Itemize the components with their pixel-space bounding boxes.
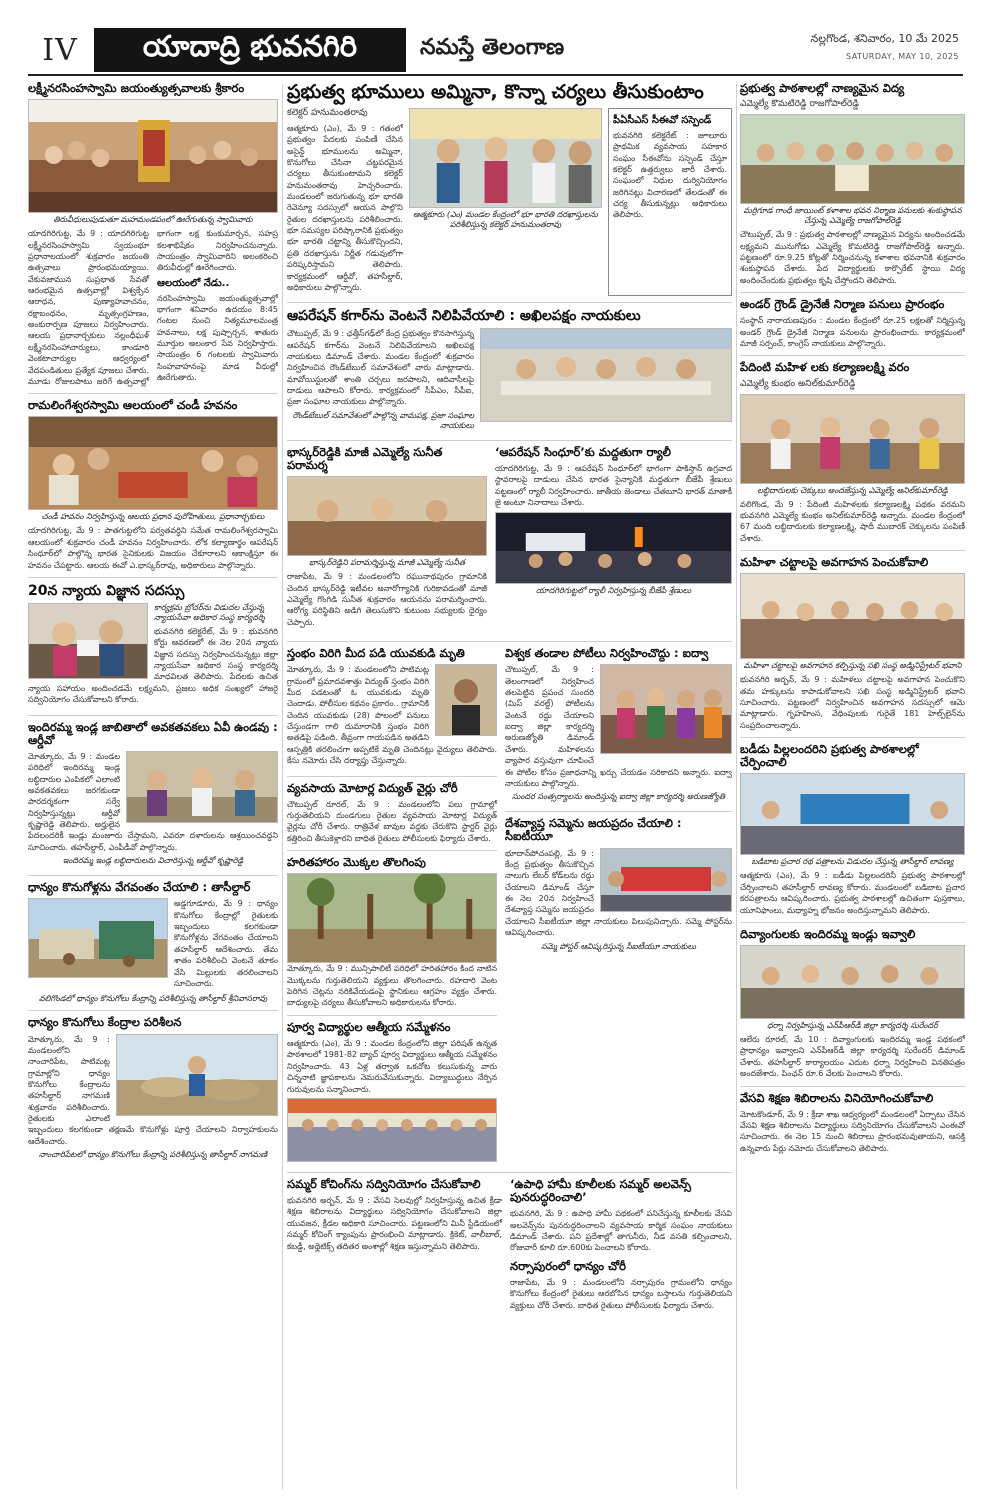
story-body: ఆత్మకూరు (ఎం), మే 9 : మండల కేంద్రంలోని జిల్లా పరిషత్‌ ఉన్నత పాఠశాలలో 1981-82 బ్యాచ్‌ పూర్వ విద్యార్థులు ఆత్మీయ సమ్మేళనం నిర్వహించారు. 43 ఏళ్ల తర్వాత ఒకచోట కలుసుకున్న వారు చిన్ననాటి జ్ఞాపకాలను నెమరువేసుకున్నారు. విద్యాబుద్ధులు నేర్పిన గురువులను సన్మానించారు.	[287, 1039, 497, 1094]
photo-caption: ఇందిరమ్మ ఇండ్ల లబ్ధిదారులను విచారిస్తున్న ఆర్డీవో కృష్ణారెడ్డి	[62, 856, 244, 866]
photo-caption: మహిళా చట్టాలపై అవగాహన కల్పిస్తున్న సఖి సంస్థ అడ్మినిస్ట్రేటర్‌ భవాని	[743, 661, 962, 671]
story-wire-theft	[287, 782, 497, 845]
divider	[28, 393, 278, 394]
story-body: నరసింహస్వామి జయంత్యుత్సవాల్లో భాగంగా శనివారం ఉదయం 8:45 గంటల నుంచి నిత్యమూలమంత్ర హవనాలు, లక్ష పుష్పార్చన, శాతురు మూర్తుల అలంకార సేవ నిర్వహిస్తారు. సాయంత్రం 6 గంటలకు స్వామివారు సింహవాహనంపై మాడ వీధుల్లో ఊరేగుతారు.	[157, 293, 278, 383]
headline: ఇందిరమ్మ ఇండ్ల జాబితాలో అవకతవకలు ఏవీ ఉండవు : ఆర్డీవో	[28, 719, 278, 747]
headline: సమ్మర్‌ కోచింగ్‌ను సద్వినియోగం చేసుకోవాలి	[287, 1176, 481, 1191]
divider	[28, 875, 278, 876]
story-grain-center-inspection	[28, 1016, 278, 1160]
divider	[287, 641, 732, 642]
headline: వేసవి శిక్షణ శిబిరాలను వినియోగించుకోవాలి	[740, 1090, 934, 1105]
byline: ఎమ్మెల్యే కొమటిరెడ్డి రాజగోపాల్‌రెడ్డి	[740, 99, 859, 110]
story-chandi-havanam	[28, 399, 278, 571]
story-body: మోత్కూరు, మే 9 : మండలంలోని పాటిమట్ల గ్రామంలో ప్రమాదవశాత్తు విద్యుత్‌ స్తంభం విరిగి మీద పడటంతో ఓ యువకుడు మృతి చెందాడు. పోలీసుల కథనం ప్రకారం.. గ్రామానికి చెందిన యువకుడు (28) పొలంలో పనులు చేస్తుండగా గాలి దుమారానికి స్తంభం విరిగి అతడిపై పడింది. తీవ్రంగా గాయపడిన అతడిని ఆస్పత్రికి తరలించగా అప్పటికే మృతి చెందినట్లు వైద్యులు తెలిపారు. కేసు నమోదు చేసి దర్యాప్తు చేస్తున్నారు.	[287, 665, 497, 766]
divider	[28, 715, 278, 716]
photo-foundation-stone	[740, 114, 965, 204]
box-headline: పీఏసీఎస్‌ సీఈవో సస్పెండ్‌	[613, 114, 712, 126]
story-body: చౌటుప్పల్‌, మే 9 : ప్రభుత్వ పాఠశాలల్లో నాణ్యమైన విద్యను అందించడమే లక్ష్యమని మునుగోడు ఎమ్మెల్యే కొమటిరెడ్డి రాజగోపాల్‌రెడ్డి అన్నారు. పట్టణంలో రూ.9.25 కోట్లతో నిర్మించనున్న కళాశాల భవనానికి శుక్రవారం శంకుస్థాపన చేశారు. పేద విద్యార్థులకు కార్పొరేట్‌ స్థాయి విద్య అందించేందుకు ప్రభుత్వం కృషి చేస్తోందని తెలిపారు.	[740, 230, 965, 285]
headline: అండర్‌ గ్రౌండ్‌ డ్రైనేజీ నిర్మాణ పనులు ప్రారంభం	[740, 297, 945, 312]
box-pacs-suspension	[608, 108, 732, 296]
headline: భాస్కర్‌రెడ్డికి మాజీ ఎమ్మెల్యే సునీత పరామర్శ	[287, 444, 443, 473]
divider	[740, 922, 965, 923]
photo-caption: కార్యక్రమ బ్రోచర్‌ను విడుదల చేస్తున్న న్యాయసేవా అధికార సంస్థ కార్యదర్శి	[154, 603, 265, 622]
right-column	[740, 82, 965, 1492]
photo-dharna	[740, 945, 965, 1019]
photo-caption: చండీ హవనం నిర్వహిస్తున్న ఆలయ ప్రధాన పురోహితులు, ప్రధానార్చకులు	[41, 512, 265, 522]
story-pole-accident	[287, 647, 497, 769]
headline: మహిళా చట్టాలపై అవగాహన పెంచుకోవాలి	[740, 554, 929, 569]
headline: 20న న్యాయ విజ్ఞాన సదస్సు	[28, 582, 185, 599]
story-summer-camps	[740, 1092, 965, 1155]
headline: పేదింటి మహిళ లకు కల్యాణలక్ష్మి వరం	[740, 360, 910, 375]
story-bhaskar-reddy-visit	[287, 446, 487, 631]
story-body: భువనగిరి కలెక్టరేట్‌, మే 9 : భువనగిరి కోర్టు ఆవరణలో ఈ నెల 20న న్యాయ విజ్ఞాన సదస్సు నిర్వహించనున్నట్లు జిల్లా న్యాయసేవా అధికార సంస్థ కార్యదర్శి మాధవిలత తెలిపారు. పేదలకు ఉచిత న్యాయ సహాయం అందించడమే లక్ష్యమని, ప్రజలు అధిక సంఖ్యలో హాజరై సద్వినియోగం చేసుకోవాలని కోరారు.	[28, 627, 278, 705]
divider	[28, 577, 278, 578]
headline: ప్రభుత్వ పాఠశాలల్లో నాణ్యమైన విద్య	[740, 82, 905, 95]
photo-caption: యాదగిరిగుట్టలో ర్యాలీ నిర్వహిస్తున్న బీజేపీ శ్రేణులు	[535, 585, 692, 595]
story-body: చౌటుప్పల్‌, మే 9 : తెలంగాణలో నిర్వహించ తలపెట్టిన ప్రపంచ సుందరి (మిస్‌ వరల్డ్‌) పోటీలను వెంటనే రద్దు చేయాలని ఐద్వా జిల్లా కార్యదర్శి అరుణజ్యోతి డిమాండ్‌ చేశారు. మహిళలను వ్యాపార వస్తువుగా చూపించే ఈ పోటీల కోసం ప్రజాధనాన్ని ఖర్చు చేయడం సరికాదని అన్నారు. ఐద్వా నాయకులు పాల్గొన్నారు.	[505, 665, 732, 788]
newspaper-name: నమస్తే తెలంగాణ	[420, 34, 565, 60]
photo-rally	[495, 512, 732, 584]
lead-headline: ప్రభుత్వ భూములు అమ్మినా, కొన్నా చర్యలు తీసుకుంటాం	[287, 82, 704, 103]
headline: వ్యవసాయ మోటార్ల విద్యుత్‌ వైర్లు చోరీ	[287, 780, 458, 795]
left-column	[28, 82, 278, 1492]
story-body: సంస్థాన్‌ నారాయణపురం : మండల కేంద్రంలో రూ.25 లక్షలతో నిర్మిస్తున్న అండర్‌ గ్రౌండ్‌ డ్రైనేజీ నిర్మాణ పనులను ప్రారంభించారు. కార్యక్రమంలో మాజీ సర్పంచ్‌, కాంగ్రెస్‌ నాయకులు పాల్గొన్నారు.	[740, 316, 965, 348]
story-body: యాదగిరిగుట్ట, మే 9 : యాదగిరిగుట్ట లక్ష్మీనరసింహస్వామి స్వయంభూ ప్రధానాలయంలో శుక్రవారం జయంతి ఉత్సవాలు ప్రారంభమయ్యాయి. వేకువజామున సుప్రభాత సేవతో ఆరంభమైన ఉత్సవాల్లో విశ్వక్సేన ఆరాధన, పుణ్యాహవాచనం, రక్షాబంధనం, మృత్సంగ్రహణం, అంకురార్పణ పూజలు నిర్వహించారు. ఆలయ ప్రధానార్చకులు నల్లంధీఘళ్‌ లక్ష్మీనరసింహాచార్యులు, కాండూరి వెంకటాచార్యుల ఆధ్వర్యంలో వేదపండితులు ప్రత్యేక పూజలు చేశారు. మూడు రోజులపాటు జరిగే ఉత్సవాల్లో భాగంగా లక్ష కుంకుమార్చన, సహస్ర కలశాభిషేకం నిర్వహించనున్నారు. సాయంత్రం స్వామివారిని అలంకరించి తిరువీధుల్లో ఊరేగించారు.	[28, 229, 278, 386]
district-title: యాదాద్రి భువనగిరి	[94, 28, 406, 72]
story-school-enrolment	[740, 743, 965, 916]
photo-caption: సమ్మె పోస్టర్‌ ఆవిష్కరిస్తున్న సీఐటీయూ నాయకులు	[541, 941, 696, 951]
photo-victim	[435, 664, 497, 736]
story-alumni-meet	[287, 1021, 497, 1162]
photo-caption: రౌండ్‌టేబుల్‌ సమావేశంలో పాల్గొన్న వామపక్ష, ప్రజా సంఘాల నాయకులు	[292, 410, 474, 430]
divider	[287, 776, 497, 777]
story-sindoor-rally	[495, 446, 732, 631]
story-govt-lands	[287, 82, 732, 296]
divider	[740, 550, 965, 551]
divider	[287, 1015, 497, 1016]
story-body: యాదగిరిగుట్ట, మే 9 : పాతగుట్టలోని పర్వతవర్ధిని సమేత రామలింగేశ్వరస్వామి ఆలయంలో శుక్రవారం చండీ హవనం నిర్వహించారు. లోక కల్యాణార్థం ఆపరేషన్‌ సింధూర్‌లో పాల్గొన్న భారత సైనికులకు విజయం చేకూరాలని ఆకాంక్షిస్తూ ఈ హవనం చేపట్టారు. ఆలయ ఈవో ఎ.భాస్కర్‌రావు, అధికారులు పాల్గొన్నారు.	[28, 526, 278, 570]
story-body: రాజాపేట, మే 9 : మండలంలోని రఘునాథపురం గ్రామానికి చెందిన భాస్కర్‌రెడ్డి ఇటీవల అనారోగ్యానికి గురికావడంతో మాజీ ఎమ్మెల్యే గొంగిడి సునీత శుక్రవారం ఆయనను పరామర్శించారు. ఆరోగ్య పరిస్థితిని అడిగి తెలుసుకొని కుటుంబ సభ్యులకు ధైర్యం చెప్పారు.	[287, 572, 487, 627]
masthead	[28, 28, 963, 72]
headline: హరితహారం మొక్కల తొలగింపు	[287, 855, 426, 870]
story-body: యాదగిరిగుట్ట, మే 9 : ఆపరేషన్‌ సింధూర్‌లో భాగంగా పాకిస్తాన్‌ ఉగ్రవాద స్థావరాలపై దాడులు చేసిన భారత సైన్యానికి మద్దతుగా బీజేపీ శ్రేణులు పట్టణంలో ర్యాలీ నిర్వహించారు. జాతీయ జెండాలు చేతబూని భారత్‌ మాతాకీ జై అంటూ నినాదాలు చేశారు.	[495, 464, 732, 508]
photo-caption: నాంచారిపేటలో ధాన్యం కొనుగోలు కేంద్రాన్ని పరిశీలిస్తున్న తాసీల్దార్‌ నాగమణి	[38, 1150, 268, 1160]
divider	[287, 302, 732, 303]
headline: ఆపరేషన్‌ కగార్‌ను వెంటనే నిలిపివేయాలి : అఖిలపక్షం నాయకులు	[287, 308, 641, 325]
headline: ధాన్యం కొనుగోళ్లను వేగవంతం చేయాలి : తాసీల్దార్‌	[28, 880, 251, 895]
story-strike-call	[505, 817, 732, 954]
middle-column	[287, 82, 732, 1492]
photo-caption: మర్రిగూడ గాంధీ జాయింట్‌ కళాశాల భవన నిర్మాణ పనులకు శంకుస్థాపన చేస్తున్న ఎమ్మెల్యే రాజగోపాల్‌రెడ్డి	[743, 206, 962, 226]
story-operation-kagar	[287, 308, 732, 434]
photo-mla-visit	[287, 476, 487, 556]
photo-brochure-release	[28, 603, 148, 679]
headline: ‘ఆపరేషన్‌ సింధూర్‌’కు మద్దతుగా ర్యాలీ	[495, 444, 671, 459]
story-body: ఆత్మకూరు (ఎం), మే 9 : బడీడు పిల్లలందరినీ ప్రభుత్వ పాఠశాలల్లో చేర్పించాలని తహసీల్దార్‌ లావణ్య కోరారు. మండలంలో బడిబాట ప్రచార కరపత్రాలను ఆవిష్కరించారు. ప్రభుత్వ పాఠశాలల్లో ఉచితంగా పుస్తకాలు, యూనిఫాంలు, మధ్యాహ్న భోజనం అందిస్తున్నామని తెలిపారు.	[740, 871, 965, 915]
story-body: ఆలేరు రూరల్‌, మే 10 : దివ్యాంగులకు ఇందిరమ్మ ఇండ్ల పథకంలో ప్రాధాన్యం ఇవ్వాలని ఎన్‌పీఆర్‌డీ జిల్లా కార్యదర్శి సురేందర్‌ డిమాండ్‌ చేశారు. తహసీల్దార్‌ కార్యాలయం ఎదుట ధర్నా నిర్వహించి వినతిపత్రం అందజేశారు. పింఛన్‌ రూ.6 వేలకు పెంచాలని కోరారు.	[740, 1035, 965, 1079]
story-body: చౌటుప్పల్‌ రూరల్‌, మే 9 : మండలంలోని పలు గ్రామాల్లో గుర్తుతెలియని దుండగులు రైతుల వ్యవసాయ మోటార్ల విద్యుత్‌ వైర్లను చోరీ చేశారు. రాత్రివేళ బావుల వద్దకు చేరుకొని స్టార్టర్‌ వైర్లు కత్తిరించి తీసుకెళ్లారని బాధిత రైతులు పోలీసులకు ఫిర్యాదు చేశారు.	[287, 799, 497, 843]
photo-collector-review	[409, 108, 602, 208]
story-body: అడ్డగూడూరు, మే 9 : ధాన్యం కొనుగోలు కేంద్రాల్లో రైతులకు ఇబ్బందులు కలగకుండా కొనుగోళ్లను వేగవంతం చేయాలని తహసీల్దార్‌ ఆదేశించారు. తేమ శాతం పరిశీలించి వెంటనే తూకం వేసి మిల్లులకు తరలించాలని సూచించారు.	[174, 899, 278, 988]
photo-alumni-group	[287, 1098, 497, 1162]
photo-caption: భాస్కర్‌రెడ్డిని పరామర్శిస్తున్న మాజీ ఎమ్మెల్యే సునీత	[308, 558, 465, 568]
photo-badibata-release	[740, 773, 965, 855]
headline: విశ్వక తండాల పోటీలు నిర్వహించొద్దు : ఐద్వా	[505, 646, 709, 661]
headline: ‘ఉపాధి హామీ కూలీలకు సమ్మర్‌ అలవెన్స్‌ పునరుద్ధరించాలి’	[510, 1176, 692, 1205]
story-body: మోటకొండూర్‌, మే 9 : క్రీడా శాఖ ఆధ్వర్యంలో మండలంలో ఏర్పాటు చేసిన వేసవి శిక్షణ శిబిరాలను విద్యార్థులు సద్వినియోగం చేసుకోవాలని ఎంఈవో సూచించారు. ఈ నెల 15 నుంచి శిబిరాలు ప్రారంభమవుతాయని, ఆసక్తి ఉన్నవారు పేర్లు నమోదు చేసుకోవాలని తెలిపారు.	[740, 1109, 965, 1153]
story-plant-removal	[287, 856, 497, 1009]
photo-round-table	[480, 328, 732, 422]
story-body: వలిగొండ, మే 9 : పేదింటి మహిళలకు కల్యాణలక్ష్మి పథకం వరమని భువనగిరి ఎమ్మెల్యే కుంభం అనిల్‌కుమార్‌రెడ్డి అన్నారు. మండల కేంద్రంలో 67 మంది లబ్ధిదారులకు కల్యాణలక్ష్మి, షాదీ ముబారక్‌ చెక్కులను పంపిణీ చేశారు.	[740, 499, 965, 543]
divider	[287, 850, 497, 851]
byline: కలెక్టర్‌ హనుమంతరావు	[287, 107, 368, 118]
box-body: భువనగిరి కలెక్టరేట్‌ : జూలూరు ప్రాథమిక వ్యవసాయ సహకార సంఘం సీఈవోను సస్పెండ్‌ చేస్తూ కలెక్టర్‌ ఉత్తర్వులు జారీ చేశారు. సంఘంలో నిధుల దుర్వినియోగం జరిగినట్లు విచారణలో తేలడంతో ఈ చర్య తీసుకున్నట్లు అధికారులు తెలిపారు.	[613, 130, 727, 220]
column-divider	[736, 84, 737, 1489]
story-legal-awareness	[28, 583, 278, 709]
story-disabled-houses	[740, 928, 965, 1080]
divider	[287, 440, 732, 441]
photo-poster-release	[600, 848, 732, 912]
story-body: చౌటుప్పల్‌, మే 9 : ఛత్తీస్‌గఢ్‌లో కేంద్ర ప్రభుత్వం కొనసాగిస్తున్న ఆపరేషన్‌ కగార్‌ను వెంటనే నిలిపివేయాలని అఖిలపక్ష నాయకులు డిమాండ్‌ చేశారు. మండల కేంద్రంలో శుక్రవారం నిర్వహించిన రౌండ్‌టేబుల్‌ సమావేశంలో వారు మాట్లాడారు. మావోయిస్టులతో శాంతి చర్చలు జరపాలని, ఆదివాసీలపై దాడులు ఆపాలని కోరారు. కార్యక్రమంలో సీపీఎం, సీపీఐ, ప్రజా సంఘాల నాయకులు పాల్గొన్నారు.	[287, 329, 475, 407]
photo-cheque-distribution	[740, 394, 965, 484]
photo-caption: సుందర సంత్సర్యాలను అందిస్తున్న ఐద్వా జిల్లా కార్యదర్శి అరుణజ్యోతి	[512, 792, 725, 802]
subheading: ఆలయంలో నేడు..	[157, 277, 230, 289]
dateline	[811, 32, 959, 61]
headline: ధాన్యం కొనుగోలు కేంద్రాల పరిశీలన	[28, 1015, 182, 1030]
story-kalyana-lakshmi	[740, 361, 965, 544]
story-women-laws	[740, 556, 965, 731]
divider	[505, 811, 732, 812]
date-telugu: నల్లగొండ, శనివారం, 10 మే 2025	[810, 32, 959, 45]
photo-caption: లబ్ధిదారులకు చెక్కులు అందజేస్తున్న ఎమ్మెల్యే అనిల్‌కుమార్‌రెడ్డి	[757, 485, 948, 495]
masthead-rule	[28, 74, 963, 76]
photo-beneficiary-survey	[126, 751, 278, 823]
date-english: SATURDAY, MAY 10, 2025	[845, 52, 959, 61]
photo-awareness-meeting	[740, 573, 965, 659]
divider	[740, 355, 965, 356]
photo-caption: తిరువీధులుపుడుతూ మహమండపంలో ఊరేగుతున్న స్వామివారు	[53, 215, 253, 225]
story-body: మోత్కూరు, మే 9 : మండలంలోని నాంచారిపేట, పాటిమట్ల గ్రామాల్లోని ధాన్యం కొనుగోలు కేంద్రాలను తహసీల్దార్‌ నాగమణి శుక్రవారం పరిశీలించారు. రైతులకు ఎలాంటి ఇబ్బందులు కలగకుండా తక్షణమే కొనుగోళ్లు పూర్తి చేయాలని నిర్వాహకులను ఆదేశించారు.	[28, 1034, 278, 1146]
story-body: మోత్కూరు, మే 9 : మున్సిపాలిటీ పరిధిలో హరితహారం కింద నాటిన మొక్కలను గుర్తుతెలియని వ్యక్తులు తొలగించారు. రహదారి వెంట పెరిగిన చెట్లను నరికివేయడంపై స్థానికులు ఆగ్రహం వ్యక్తం చేశారు. బాధ్యులపై చర్యలు తీసుకోవాలని అధికారులను కోరారు.	[287, 964, 497, 1008]
headline: నర్సాపురంలో ధాన్యం చోరీ	[510, 1258, 626, 1273]
divider	[740, 1086, 965, 1087]
divider	[28, 1010, 278, 1011]
photo-aidwa-protest	[600, 664, 732, 754]
story-summer-coaching	[287, 1178, 502, 1311]
divider	[740, 737, 965, 738]
story-quality-education	[740, 82, 965, 286]
story-grain-procurement-speed	[28, 881, 278, 1004]
photo-caption: ధర్నా నిర్వహిస్తున్న ఎన్‌పీఆర్‌డీ జిల్లా కార్యదర్శి సురేందర్‌	[767, 1021, 938, 1031]
photo-caption: వలిగొండలో ధాన్యం కొనుగోలు కేంద్రాన్ని పరిశీలిస్తున్న తాసీల్దార్‌ శ్రీనివాసరావు	[38, 994, 268, 1004]
story-beauty-pageant	[505, 647, 732, 805]
story-body: మోత్కూరు, మే 9 : మండల పరిధిలో ఇందిరమ్మ ఇండ్ల లబ్ధిదారుల ఎంపికలో ఎలాంటి అవకతవకలు జరగకుండా పారదర్శకంగా సర్వే నిర్వహిస్తున్నట్లు ఆర్డీవో కృష్ణారెడ్డి తెలిపారు. అర్హులైన పేదలందరికీ ఇండ్లు మంజూరు చేస్తామని, ఎవరూ దళారులను ఆశ్రయించవద్దని సూచించారు. తహసీల్దార్‌, ఎంపీడీవో పాల్గొన్నారు.	[28, 751, 278, 852]
story-indiramma-houses	[28, 721, 278, 870]
photo-havanam	[28, 416, 278, 510]
story-body: ఆత్మకూరు (ఎం), మే 9 : గతంలో ప్రభుత్వం పేదలకు పంపిణీ చేసిన అసైన్డ్‌ భూములను అమ్మినా, కొనుగోలు చేసినా చట్టపరమైన చర్యలు తీసుకుంటామని కలెక్టర్‌ హనుమంతరావు హెచ్చరించారు. మండలంలో జరుగుతున్న భూ భారతి రెవెన్యూ సదస్సులో ఆయన పాల్గొని రైతుల దరఖాస్తులను పరిశీలించారు. భూ సమస్యల పరిష్కారానికి ప్రభుత్వం భూ భారతి చట్టాన్ని తీసుకొచ్చిందని, ప్రతి దరఖాస్తును నిర్ణీత గడువులోగా పరిష్కరిస్తామని తెలిపారు. కార్యక్రమంలో ఆర్డీవో, తహసీల్దార్‌, అధికారులు పాల్గొన్నారు.	[287, 123, 403, 292]
story-body: రాజాపేట, మే 9 : మండలంలోని నర్సాపురం గ్రామంలోని ధాన్యం కొనుగోలు కేంద్రంలో రైతులు ఆరబోసిన ధాన్యం బస్తాలను గుర్తుతెలియని వ్యక్తులు చోరీ చేశారు. బాధిత రైతులు పోలీసులకు ఫిర్యాదు చేశారు.	[510, 1277, 732, 1310]
headline: రామలింగేశ్వరస్వామి ఆలయంలో చండీ హవనం	[28, 398, 238, 413]
photo-cut-trees	[287, 873, 497, 963]
story-nrega-allowance	[510, 1178, 732, 1254]
story-body: భువనగిరి అర్బన్‌, మే 9 : మహిళలు చట్టాలపై అవగాహన పెంచుకొని తమ హక్కులను కాపాడుకోవాలని సఖి సంస్థ అడ్మినిస్ట్రేటర్‌ భవాని సూచించారు. పట్టణంలో నిర్వహించిన అవగాహన సదస్సులో ఆమె మాట్లాడారు. గృహహింస, వేధింపులకు గురైతే 181 హెల్ప్‌లైన్‌ను సంప్రదించాలన్నారు.	[740, 675, 965, 730]
byline: ఎమ్మెల్యే కుంభం అనిల్‌కుమార్‌రెడ్డి	[740, 378, 856, 389]
story-body: భువనగిరి, మే 9 : ఉపాధి హామీ పథకంలో పనిచేస్తున్న కూలీలకు వేసవి అలవెన్స్‌ను పునరుద్ధరించాలని వ్యవసాయ కార్మిక సంఘం నాయకులు డిమాండ్‌ చేశారు. పని ప్రదేశాల్లో తాగునీరు, నీడ వసతి కల్పించాలని, రోజువారీ కూలి రూ.600కు పెంచాలని కోరారు.	[510, 1209, 732, 1253]
story-ugd-works	[740, 298, 965, 349]
photo-caption: బడిబాట ప్రచార రథ పత్రాలను విడుదల చేస్తున్న తాసీల్దార్‌ లావణ్య	[751, 857, 954, 867]
photo-caption: ఆత్మకూరు (ఎం) మండల కేంద్రంలో భూ భారతి దరఖాస్తులను పరిశీలిస్తున్న కలెక్టర్‌ హనుమంతరావు	[412, 209, 598, 229]
photo-temple-procession	[28, 99, 278, 213]
headline: దివ్యాంగులకు ఇందిరమ్మ ఇండ్లు ఇవ్వాలి	[740, 926, 916, 941]
divider	[740, 292, 965, 293]
story-body: భువనగిరి అర్బన్‌, మే 9 : వేసవి సెలవుల్లో నిర్వహిస్తున్న ఉచిత క్రీడా శిక్షణ శిబిరాలను విద్యార్థులు సద్వినియోగం చేసుకోవాలని జిల్లా యువజన, క్రీడల అధికారి సూచించారు. పట్టణంలోని మినీ స్టేడియంలో సమ్మర్‌ కోచింగ్‌ క్యాంపును ప్రారంభించి మాట్లాడారు. క్రికెట్‌, వాలీబాల్‌, కబడ్డీ, అథ్లెటిక్స్‌ తదితర అంశాల్లో శిక్షణ ఇస్తున్నామని తెలిపారు.	[287, 1196, 502, 1251]
photo-inspection	[116, 1034, 278, 1116]
column-divider	[282, 84, 283, 1489]
photo-grain-center	[28, 898, 168, 978]
story-temple-festival	[28, 82, 278, 387]
headline: లక్ష్మీనరసింహస్వామి జయంత్యుత్సవాలకు శ్రీకారం	[28, 82, 245, 95]
headline: దేశవ్యాప్త సమ్మెను జయప్రదం చేయాలి : సీఐటీయూ	[505, 816, 682, 844]
headline: పూర్వ విద్యార్థుల ఆత్మీయ సమ్మేళనం	[287, 1019, 451, 1034]
story-grain-theft	[510, 1260, 732, 1311]
story-body: భూదాన్‌పోచంపల్లి, మే 9 : కేంద్ర ప్రభుత్వం తీసుకొచ్చిన నాలుగు లేబర్‌ కోడ్‌లను రద్దు చేయాలని డిమాండ్‌ చేస్తూ ఈ నెల 20న నిర్వహించే దేశవ్యాప్త సమ్మెను జయప్రదం చేయాలని సీఐటీయూ జిల్లా నాయకులు పిలుపునిచ్చారు. సమ్మె పోస్టర్‌ను ఆవిష్కరించారు.	[505, 848, 732, 938]
headline: బడీడు పిల్లలందరిని ప్రభుత్వ పాఠశాలల్లో చేర్పించాలి	[740, 741, 919, 770]
divider	[287, 1172, 732, 1173]
page-number: IV	[42, 32, 78, 68]
headline: స్తంభం విరిగి మీద పడి యువకుడి మృతి	[287, 646, 465, 661]
